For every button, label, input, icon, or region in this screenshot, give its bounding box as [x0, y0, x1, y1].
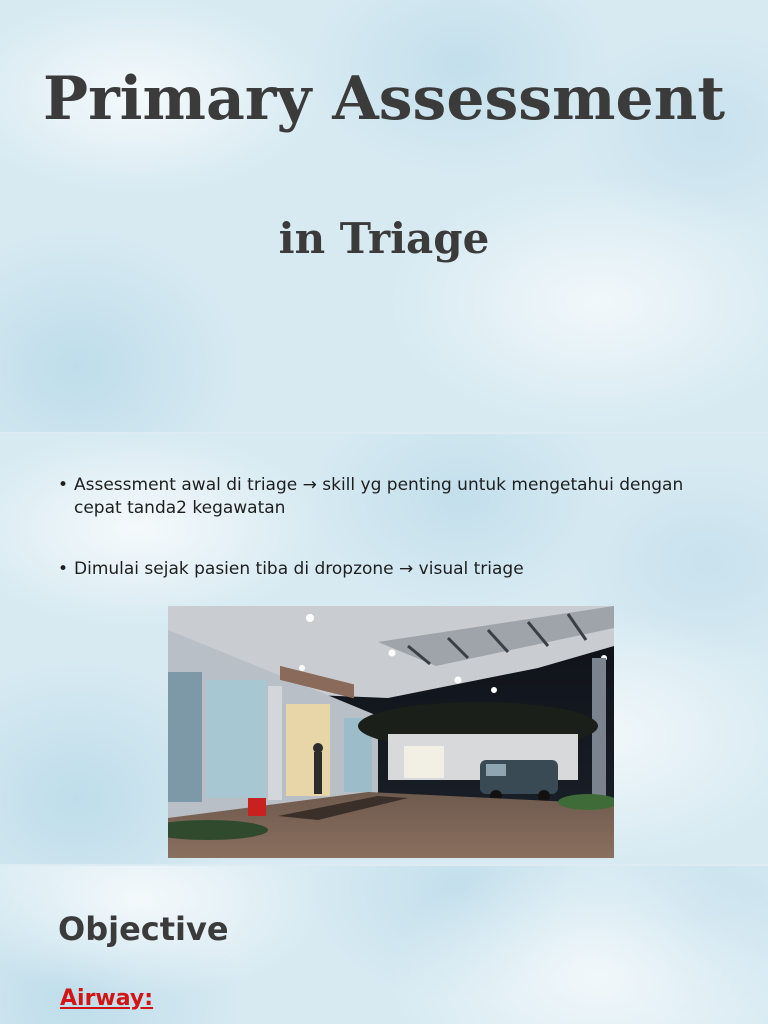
- bullet-dot-icon: •: [58, 559, 69, 579]
- bullet-text: Dimulai sejak pasien tiba di dropzone → visual triage: [74, 559, 524, 579]
- airway-label: Airway:: [60, 986, 154, 1011]
- bullet-dot-icon: •: [58, 475, 69, 495]
- bullet-item: [58, 474, 698, 520]
- content-slide: [0, 434, 768, 864]
- title-slide: [0, 0, 768, 432]
- bullet-item: [58, 558, 698, 581]
- slide-title: Primary Assessment: [42, 64, 726, 134]
- slide-subtitle: in Triage: [278, 214, 490, 263]
- emergency-entrance-photo: [168, 606, 614, 858]
- bullet-list: [58, 474, 698, 581]
- bullet-text: Assessment awal di triage → skill yg penting untuk mengetahui dengan cepat tanda2 kegawatan: [74, 475, 684, 518]
- objective-heading: Objective: [58, 910, 229, 948]
- objective-slide: [0, 866, 768, 1024]
